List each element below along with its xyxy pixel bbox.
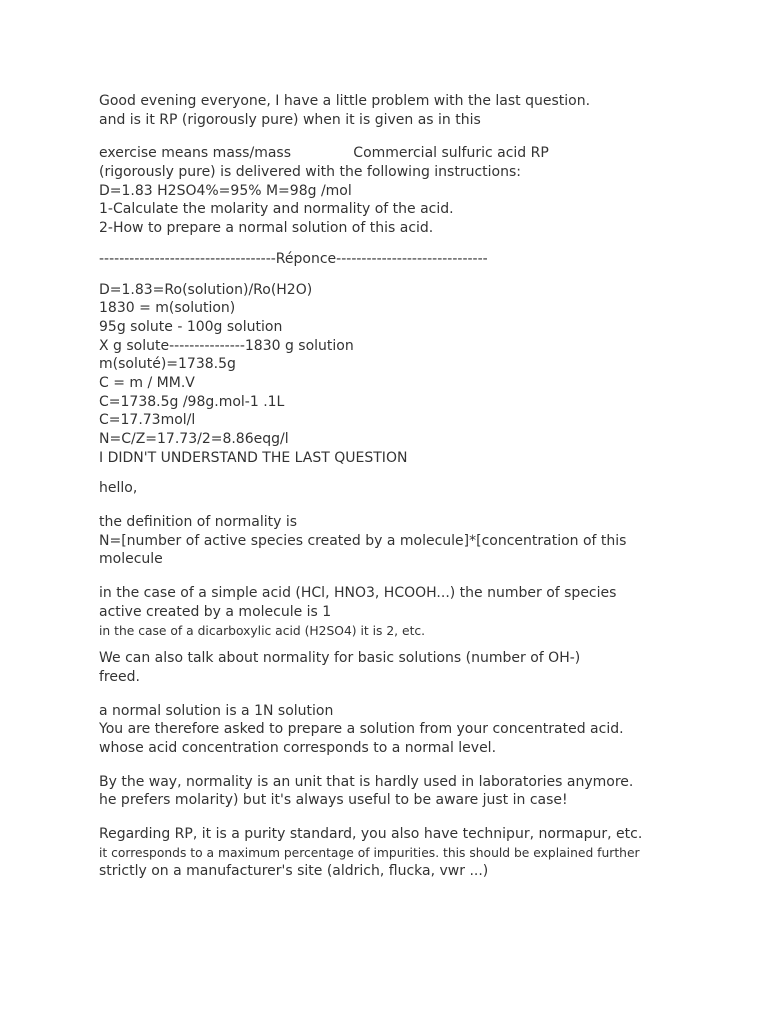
- text-line: X g solute---------------1830 g solution: [99, 337, 354, 354]
- text-line: 1830 = m(solution): [99, 300, 236, 317]
- text-line: whose acid concentration corresponds to a normal level.: [99, 739, 497, 756]
- text-line: By the way, normality is an unit that is hardly used in laboratories anymore.: [99, 773, 634, 790]
- text-line: a normal solution is a 1N solution: [99, 702, 334, 719]
- normality-definition: [99, 513, 739, 569]
- text-line: in the case of a dicarboxylic acid (H2SO4) it is 2, etc.: [99, 623, 426, 638]
- exercise-statement: [99, 144, 739, 237]
- text-line: 2-How to prepare a normal solution of this acid.: [99, 220, 434, 237]
- text-line: D=1.83 H2SO4%=95% M=98g /mol: [99, 182, 352, 199]
- text-line: N=[number of active species created by a molecule]*[concentration of this: [99, 532, 627, 549]
- normal-solution-note: [99, 702, 739, 758]
- text-line: I DIDN'T UNDERSTAND THE LAST QUESTION: [99, 449, 408, 466]
- text-line: in the case of a simple acid (HCl, HNO3, HCOOH...) the number of species: [99, 585, 617, 602]
- reply-greeting: hello,: [99, 480, 138, 497]
- text-line: 95g solute - 100g solution: [99, 318, 283, 335]
- text-line: strictly on a manufacturer's site (aldrich, flucka, vwr ...): [99, 863, 489, 880]
- text-line: We can also talk about normality for basic solutions (number of OH-): [99, 650, 581, 667]
- text-line: he prefers molarity) but it's always useful to be aware just in case!: [99, 792, 568, 809]
- text-line: the definition of normality is: [99, 514, 298, 531]
- text-line: N=C/Z=17.73/2=8.86eqg/l: [99, 431, 289, 447]
- molarity-note: [99, 773, 739, 810]
- text-line: C=1738.5g /98g.mol-1 .1L: [99, 393, 285, 410]
- text-line: C = m / MM.V: [99, 374, 195, 391]
- answer-separator: -----------------------------------Réponce------------------------------: [99, 250, 488, 267]
- question-intro: [99, 92, 739, 129]
- text-line: and is it RP (rigorously pure) when it is given as in this: [99, 111, 481, 128]
- text-line: C=17.73mol/l: [99, 412, 196, 429]
- text-line: it corresponds to a maximum percentage of impurities. this should be explained further: [99, 845, 640, 860]
- text-line: D=1.83=Ro(solution)/Ro(H2O): [99, 281, 313, 298]
- basic-solutions-note: [99, 649, 739, 686]
- rp-explanation: [99, 825, 739, 881]
- answer-calculation: [99, 281, 739, 468]
- text-line: active created by a molecule is 1: [99, 603, 332, 620]
- text-line: 1-Calculate the molarity and normality of the acid.: [99, 201, 454, 218]
- text-line: molecule: [99, 551, 163, 568]
- text-line: exercise means mass/mass Commercial sulfuric acid RP: [99, 145, 549, 162]
- text-line: Regarding RP, it is a purity standard, you also have technipur, normapur, etc.: [99, 826, 643, 842]
- text-line: You are therefore asked to prepare a solution from your concentrated acid.: [99, 721, 624, 738]
- forum-thread: [99, 92, 739, 881]
- text-line: Good evening everyone, I have a little problem with the last question.: [99, 93, 591, 109]
- text-line: m(soluté)=1738.5g: [99, 356, 236, 373]
- text-line: (rigorously pure) is delivered with the following instructions:: [99, 164, 521, 181]
- text-line: freed.: [99, 668, 140, 685]
- simple-acid-note: [99, 584, 739, 640]
